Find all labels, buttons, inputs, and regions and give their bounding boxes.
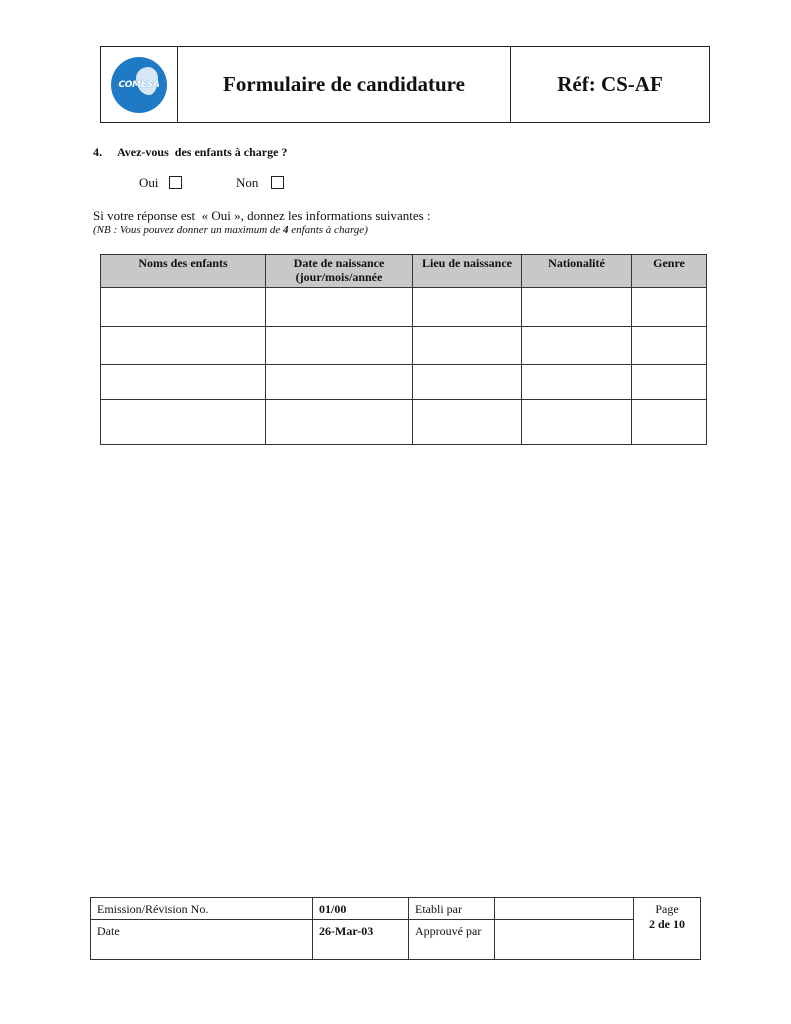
cell-genre[interactable] [632, 400, 707, 445]
page-number: 2 de 10 [649, 917, 685, 931]
cell-lieu[interactable] [413, 288, 522, 327]
cell-nom[interactable] [101, 288, 266, 327]
etabli-label: Etabli par [409, 898, 495, 920]
date-label: Date [91, 920, 313, 960]
table-row [101, 365, 707, 400]
option-oui-label: Oui [139, 175, 159, 190]
cell-nationalite[interactable] [522, 400, 632, 445]
approuve-label: Approuvé par [409, 920, 495, 960]
emission-label: Emission/Révision No. [91, 898, 313, 920]
table-row [101, 400, 707, 445]
cell-nom[interactable] [101, 365, 266, 400]
table-row [101, 288, 707, 327]
cell-date[interactable] [266, 400, 413, 445]
page-label: Page [655, 902, 679, 916]
cell-nationalite[interactable] [522, 288, 632, 327]
option-non-checkbox[interactable] [271, 176, 284, 189]
cell-lieu[interactable] [413, 400, 522, 445]
header-lieu-naissance: Lieu de naissance [413, 255, 522, 288]
etabli-value[interactable] [495, 898, 634, 920]
logo-cell [101, 47, 178, 122]
form-title: Formulaire de candidature [178, 47, 511, 122]
note-prefix: (NB : Vous pouvez donner un maximum de [93, 224, 284, 236]
date-value: 26-Mar-03 [313, 920, 409, 960]
footer-row-date [91, 920, 701, 960]
note-suffix: enfants à charge) [288, 224, 368, 236]
cell-genre[interactable] [632, 288, 707, 327]
emission-value: 01/00 [313, 898, 409, 920]
cell-date[interactable] [266, 288, 413, 327]
cell-date[interactable] [266, 365, 413, 400]
cell-nationalite[interactable] [522, 327, 632, 365]
cell-lieu[interactable] [413, 365, 522, 400]
note-text [93, 224, 368, 236]
cell-date[interactable] [266, 327, 413, 365]
header-nationalite: Nationalité [522, 255, 632, 288]
approuve-value[interactable] [495, 920, 634, 960]
question-number: 4. [93, 145, 102, 159]
logo-text: COMESA [118, 79, 160, 90]
cell-genre[interactable] [632, 365, 707, 400]
cell-nom[interactable] [101, 400, 266, 445]
instructions-text: Si votre réponse est « Oui », donnez les informations suivantes : [93, 208, 431, 223]
page-info [634, 898, 701, 960]
header-date-naissance: Date de naissance (jour/mois/année [266, 255, 413, 288]
comesa-logo [111, 57, 167, 113]
table-row [101, 327, 707, 365]
children-table-header-row [101, 255, 707, 288]
cell-nom[interactable] [101, 327, 266, 365]
header-noms: Noms des enfants [101, 255, 266, 288]
footer-row-emission [91, 898, 701, 920]
question-text: Avez-vous des enfants à charge ? [117, 145, 288, 159]
document-footer [90, 897, 701, 960]
option-non-label: Non [236, 175, 259, 190]
option-oui-checkbox[interactable] [169, 176, 182, 189]
cell-nationalite[interactable] [522, 365, 632, 400]
form-reference: Réf: CS-AF [557, 72, 663, 96]
cell-lieu[interactable] [413, 327, 522, 365]
cell-genre[interactable] [632, 327, 707, 365]
header-genre: Genre [632, 255, 707, 288]
note-max-children: 4 [283, 224, 289, 236]
document-header [100, 46, 710, 123]
children-table [100, 254, 707, 445]
